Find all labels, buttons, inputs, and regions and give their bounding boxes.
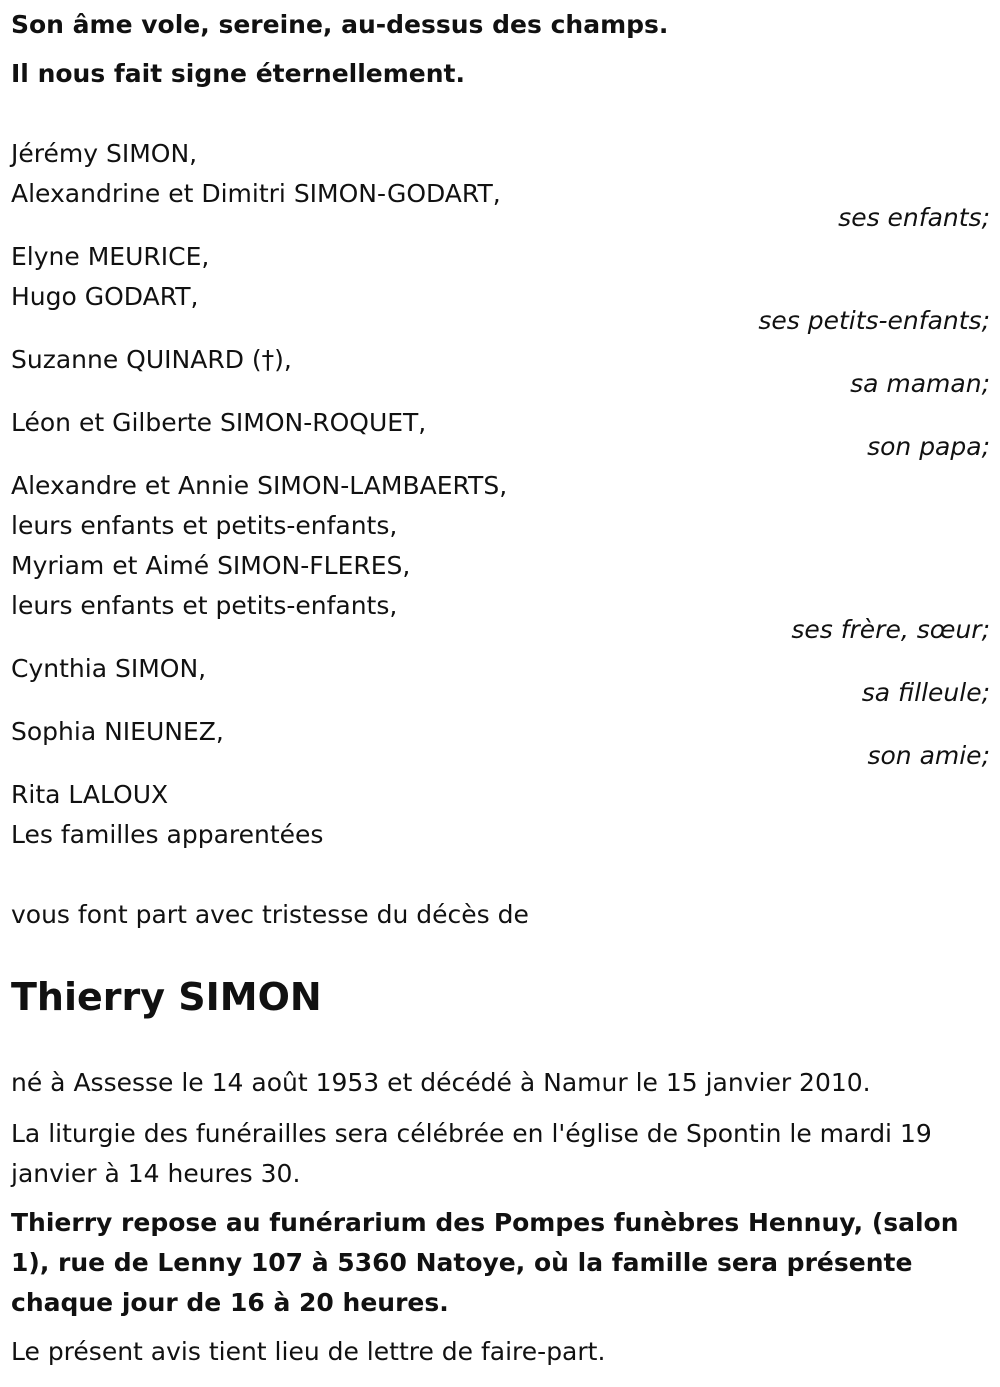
closing-line: Le présent avis tient lieu de lettre de faire-part. <box>11 1337 606 1366</box>
siblings-role: ses frère, sœur; <box>791 615 990 644</box>
sibling-line-2: leurs enfants et petits-enfants, <box>11 511 398 540</box>
intro-line-2: Il nous fait signe éternellement. <box>11 59 465 88</box>
child-1: Jérémy SIMON, <box>11 139 198 168</box>
funerarium-paragraph: Thierry repose au funérarium des Pompes funèbres Hennuy, (salon 1), rue de Lenny 107 à 5360 Natoye, où la famille sera présente chaque jour de 16 à 20 heures. <box>11 1208 959 1317</box>
goddaughter-role: sa filleule; <box>861 678 990 707</box>
deceased-name: Thierry SIMON <box>11 975 322 1019</box>
birth-death-line: né à Assesse le 14 août 1953 et décédé à Namur le 15 janvier 2010. <box>11 1068 871 1097</box>
grandchildren-role: ses petits-enfants; <box>758 306 990 335</box>
sibling-line-4: leurs enfants et petits-enfants, <box>11 591 398 620</box>
friend: Sophia NIEUNEZ, <box>11 717 224 746</box>
sibling-line-1: Alexandre et Annie SIMON-LAMBAERTS, <box>11 471 508 500</box>
friend-role: son amie; <box>867 741 990 770</box>
sibling-line-3: Myriam et Aimé SIMON-FLERES, <box>11 551 411 580</box>
children-role: ses enfants; <box>838 203 990 232</box>
child-2: Alexandrine et Dimitri SIMON-GODART, <box>11 179 501 208</box>
mother-role: sa maman; <box>850 369 990 398</box>
mother: Suzanne QUINARD (†), <box>11 345 292 374</box>
father: Léon et Gilberte SIMON-ROQUET, <box>11 408 427 437</box>
grandchild-2: Hugo GODART, <box>11 282 199 311</box>
liturgy-paragraph: La liturgie des funérailles sera célébrée en l'église de Spontin le mardi 19 janvier à 14 heures 30. <box>11 1119 932 1188</box>
announcement: vous font part avec tristesse du décès de <box>11 900 529 929</box>
goddaughter: Cynthia SIMON, <box>11 654 207 683</box>
grandchild-1: Elyne MEURICE, <box>11 242 210 271</box>
other-relative-2: Les familles apparentées <box>11 820 324 849</box>
intro-line-1: Son âme vole, sereine, au-dessus des champs. <box>11 10 669 39</box>
other-relative-1: Rita LALOUX <box>11 780 169 809</box>
father-role: son papa; <box>867 432 990 461</box>
